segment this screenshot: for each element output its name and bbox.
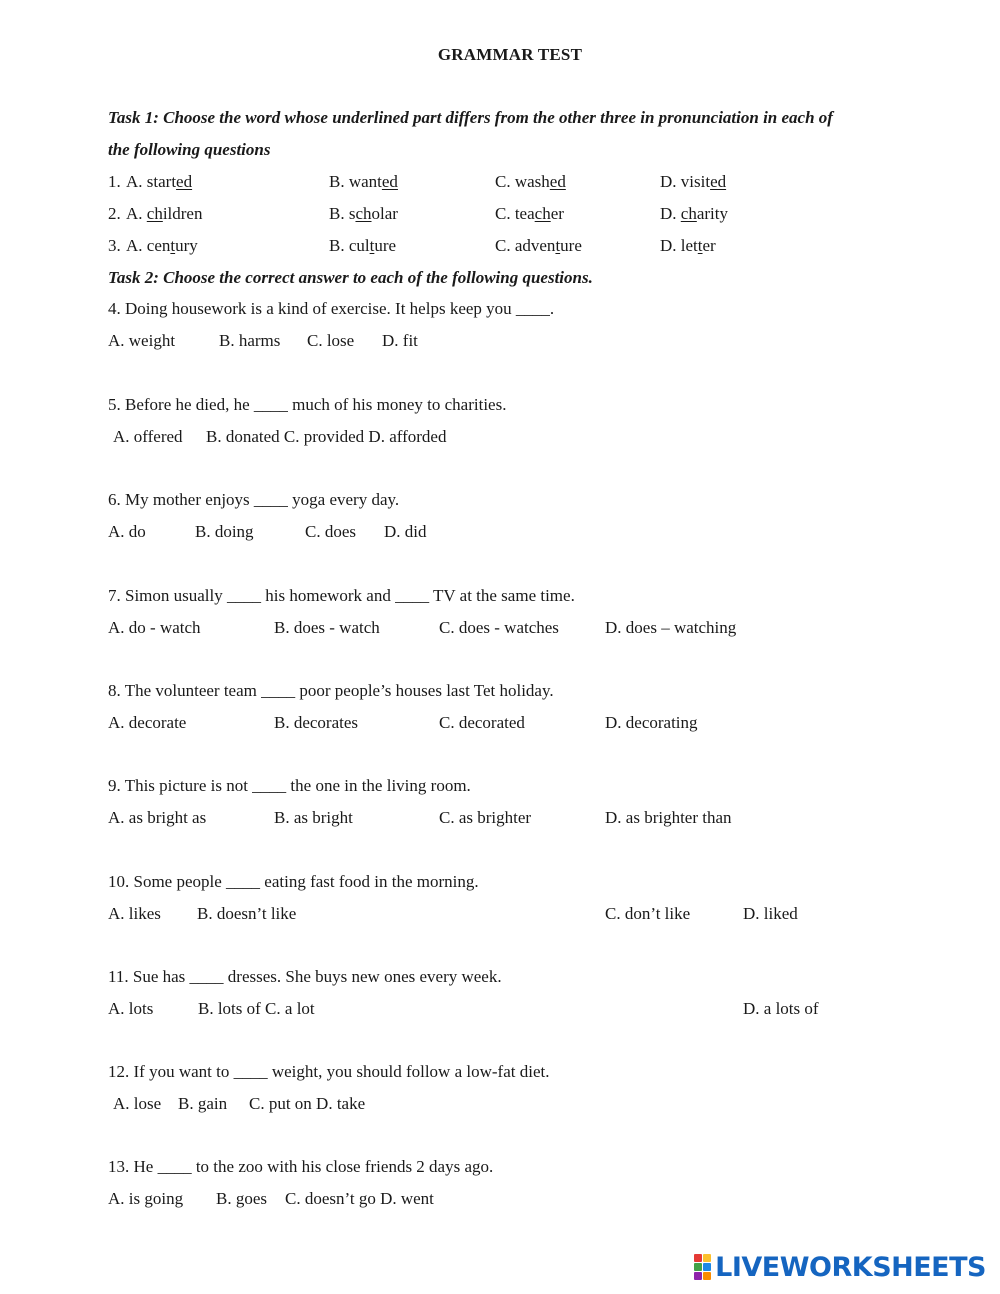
question-13-text: 13. He ____ to the zoo with his close friends 2 days ago. — [108, 1157, 494, 1176]
option-text: B. s — [329, 204, 356, 223]
logo-text: LIVEWORKSHEETS — [715, 1251, 986, 1283]
option-d[interactable]: D. decorating — [605, 713, 698, 732]
question-4-options — [108, 331, 508, 353]
question-number: 3. — [108, 236, 121, 255]
option-d[interactable] — [660, 204, 728, 224]
page-title: GRAMMAR TEST — [437, 45, 583, 64]
question-5-text: 5. Before he died, he ____ much of his money to charities. — [108, 395, 507, 414]
option-text: olar — [371, 204, 398, 223]
option-text: A. — [126, 204, 147, 223]
question-9-text: 9. This picture is not ____ the one in the living room. — [108, 776, 471, 795]
underlined-part: t — [170, 236, 176, 255]
option-text: ildren — [162, 204, 203, 223]
option-text: D. visit — [660, 172, 711, 191]
underlined-part: ch — [355, 204, 372, 223]
option-d[interactable]: D. a lots of — [743, 999, 819, 1018]
option-d[interactable] — [660, 236, 716, 256]
option-text: ure — [374, 236, 397, 255]
logo-square — [703, 1263, 711, 1271]
option-bcd[interactable]: B. donated C. provided D. afforded — [206, 427, 447, 446]
option-a[interactable]: A. decorate — [108, 713, 187, 732]
question-1 — [108, 172, 808, 194]
logo-square — [694, 1263, 702, 1271]
option-cd[interactable]: C. doesn’t go D. went — [285, 1189, 434, 1208]
option-a[interactable]: A. do - watch — [108, 618, 201, 637]
question-2 — [108, 204, 808, 226]
question-12-text: 12. If you want to ____ weight, you should follow a low-fat diet. — [108, 1062, 550, 1081]
option-a[interactable]: A. lots — [108, 999, 154, 1018]
option-text: C. adven — [495, 236, 556, 255]
option-a[interactable]: A. likes — [108, 904, 161, 923]
question-11-text: 11. Sue has ____ dresses. She buys new ones every week. — [108, 967, 502, 986]
option-c[interactable]: C. does - watches — [439, 618, 559, 637]
question-6-options — [108, 522, 508, 544]
option-d[interactable]: D. liked — [743, 904, 798, 923]
option-bc[interactable]: B. lots of C. a lot — [198, 999, 315, 1018]
option-c[interactable]: C. don’t like — [605, 904, 691, 923]
question-9-options — [108, 808, 808, 830]
option-d[interactable]: D. fit — [382, 331, 418, 350]
option-b[interactable]: B. does - watch — [274, 618, 380, 637]
option-b[interactable] — [329, 172, 398, 192]
underlined-part: ed — [381, 172, 398, 191]
underlined-part: ch — [680, 204, 697, 223]
question-8-text: 8. The volunteer team ____ poor people’s houses last Tet holiday. — [108, 681, 554, 700]
option-d[interactable] — [660, 172, 726, 192]
option-text: A. cen — [126, 236, 171, 255]
option-text: C. wash — [495, 172, 550, 191]
option-b[interactable]: B. doesn’t like — [197, 904, 297, 923]
task1-heading-line2: the following questions — [108, 140, 271, 159]
option-d[interactable]: D. as brighter than — [605, 808, 732, 827]
liveworksheets-logo — [694, 1252, 986, 1282]
underlined-part: ch — [146, 204, 163, 223]
question-10-text: 10. Some people ____ eating fast food in the morning. — [108, 872, 479, 891]
question-8-options — [108, 713, 808, 735]
liveworksheets-logo-icon — [694, 1254, 711, 1280]
option-b[interactable]: B. goes — [216, 1189, 267, 1208]
underlined-part: t — [697, 236, 703, 255]
option-a[interactable]: A. weight — [108, 331, 176, 350]
option-text: A. start — [126, 172, 177, 191]
logo-square — [694, 1272, 702, 1280]
option-text: C. tea — [495, 204, 535, 223]
option-a[interactable]: A. as bright as — [108, 808, 207, 827]
logo-square — [703, 1254, 711, 1262]
underlined-part: ch — [534, 204, 551, 223]
option-a[interactable] — [126, 204, 202, 224]
option-text: ury — [175, 236, 198, 255]
option-text: B. cul — [329, 236, 370, 255]
option-c[interactable] — [495, 204, 564, 224]
question-number: 2. — [108, 204, 121, 223]
question-12-options — [108, 1094, 508, 1116]
question-number: 1. — [108, 172, 121, 191]
underlined-part: t — [369, 236, 375, 255]
question-6-text: 6. My mother enjoys ____ yoga every day. — [108, 490, 400, 509]
option-text: ure — [560, 236, 582, 255]
option-d[interactable]: D. did — [384, 522, 427, 541]
option-a[interactable]: A. do — [108, 522, 146, 541]
question-3 — [108, 236, 808, 258]
option-c[interactable]: C. does — [305, 522, 356, 541]
question-4-text: 4. Doing housework is a kind of exercise. It helps keep you ____. — [108, 299, 555, 318]
question-5-options — [108, 427, 508, 449]
option-b[interactable]: B. as bright — [274, 808, 353, 827]
underlined-part: ed — [710, 172, 727, 191]
option-a[interactable]: A. is going — [108, 1189, 184, 1208]
logo-square — [703, 1272, 711, 1280]
question-11-options — [108, 999, 868, 1021]
logo-square — [694, 1254, 702, 1262]
option-text: D. — [660, 204, 681, 223]
underlined-part: t — [555, 236, 561, 255]
option-a[interactable] — [126, 236, 198, 256]
task1-heading-line1: Task 1: Choose the word whose underlined part differs from the other three in pronunciation in each of — [108, 108, 833, 127]
task2-heading: Task 2: Choose the correct answer to each of the following questions. — [108, 268, 593, 287]
option-text: er — [702, 236, 716, 255]
option-b[interactable]: B. doing — [195, 522, 254, 541]
option-c[interactable] — [495, 236, 582, 256]
option-c[interactable]: C. decorated — [439, 713, 525, 732]
option-b[interactable]: B. decorates — [274, 713, 359, 732]
option-text: B. want — [329, 172, 382, 191]
question-7-text: 7. Simon usually ____ his homework and ____ TV at the same time. — [108, 586, 575, 605]
option-cd[interactable]: C. put on D. take — [249, 1094, 366, 1113]
option-d[interactable]: D. does – watching — [605, 618, 737, 637]
option-a[interactable]: A. lose — [113, 1094, 162, 1113]
question-13-options — [108, 1189, 508, 1211]
option-text: D. let — [660, 236, 698, 255]
option-text: arity — [696, 204, 728, 223]
option-a[interactable] — [126, 172, 192, 192]
option-b[interactable] — [329, 204, 398, 224]
option-c[interactable]: C. as brighter — [439, 808, 532, 827]
option-text: er — [550, 204, 564, 223]
option-b[interactable]: B. harms — [219, 331, 281, 350]
option-c[interactable]: C. lose — [307, 331, 355, 350]
option-c[interactable] — [495, 172, 566, 192]
question-7-options — [108, 618, 808, 640]
underlined-part: ed — [176, 172, 193, 191]
underlined-part: ed — [549, 172, 566, 191]
question-10-options — [108, 904, 868, 926]
option-b[interactable] — [329, 236, 396, 256]
option-b[interactable]: B. gain — [178, 1094, 228, 1113]
option-a[interactable]: A. offered — [113, 427, 183, 446]
